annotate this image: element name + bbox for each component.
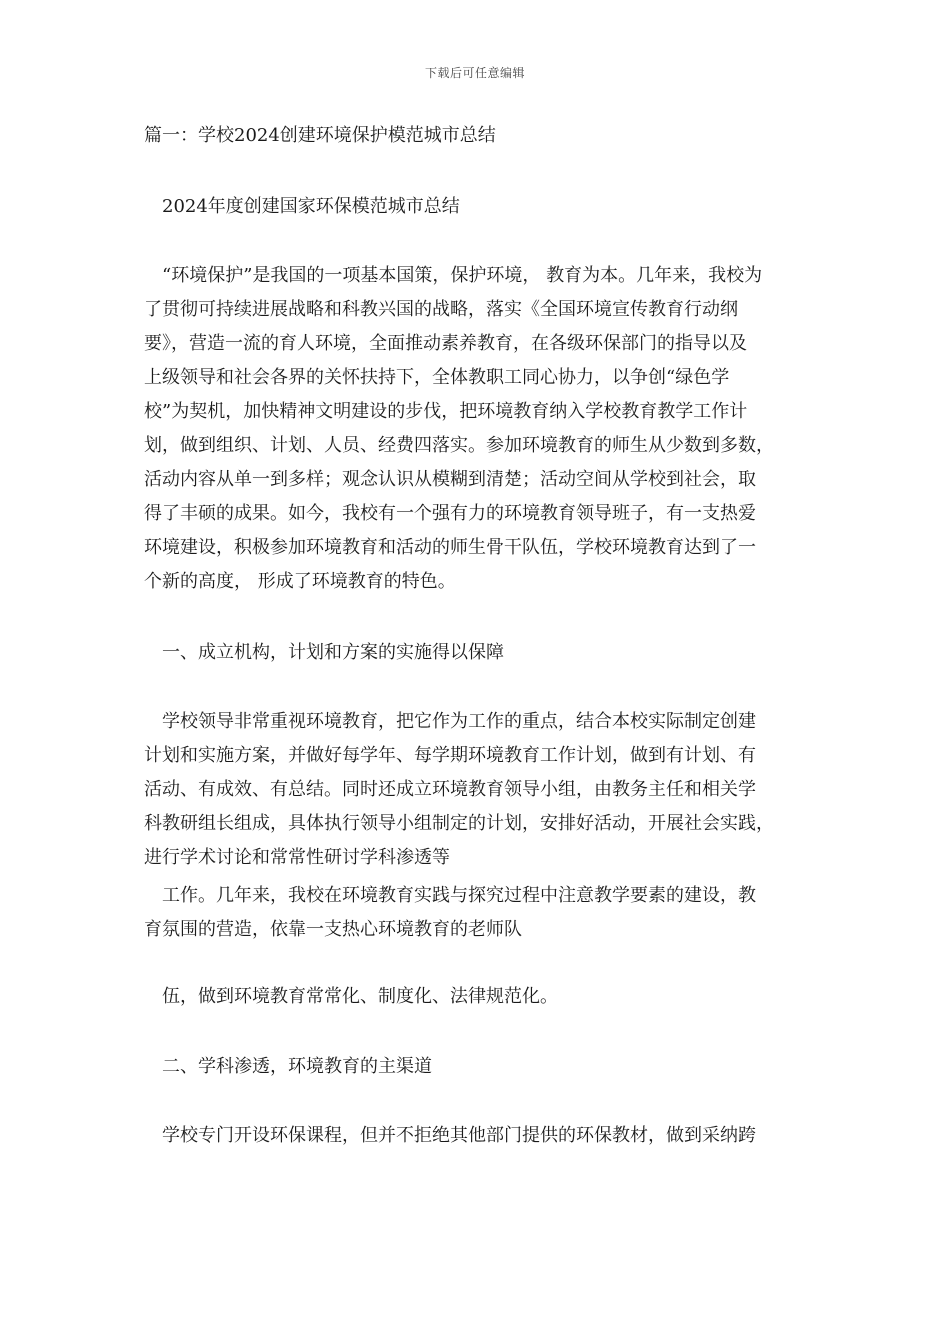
document-heading: 篇一：学校2024创建环境保护模范城市总结: [144, 125, 496, 146]
paragraph-line: 活动内容从单一到多样；观念认识从模糊到清楚；活动空间从学校到社会，取: [144, 469, 756, 490]
paragraph-line: 得了丰硕的成果。如今，我校有一个强有力的环境教育领导班子，有一支热爱: [144, 503, 756, 524]
paragraph-line: 学校专门开设环保课程，但并不拒绝其他部门提供的环保教材，做到采纳跨: [162, 1125, 756, 1146]
paragraph-line: 上级领导和社会各界的关怀扶持下，全体教职工同心协力，以争创“绿色学: [144, 367, 730, 388]
paragraph-line: 划，做到组织、计划、人员、经费四落实。参加环境教育的师生从少数到多数，: [144, 435, 774, 456]
paragraph-line: 了贯彻可持续进展战略和科教兴国的战略，落实《全国环境宣传教育行动纲: [144, 299, 738, 320]
page-header-note: 下载后可任意编辑: [424, 66, 525, 80]
paragraph-line: 科教研组长组成，具体执行领导小组制定的计划，安排好活动，开展社会实践，: [144, 813, 774, 834]
paragraph-line: 工作。几年来，我校在环境教育实践与探究过程中注意教学要素的建设，教: [162, 885, 756, 906]
section-title-1: 一、成立机构，计划和方案的实施得以保障: [162, 642, 504, 663]
paragraph-line: 活动、有成效、有总结。同时还成立环境教育领导小组，由教务主任和相关学: [144, 779, 756, 800]
paragraph-line: 学校领导非常重视环境教育，把它作为工作的重点，结合本校实际制定创建: [162, 711, 756, 732]
paragraph-line: 进行学术讨论和常常性研讨学科渗透等: [144, 847, 450, 868]
paragraph-line: 伍，做到环境教育常常化、制度化、法律规范化。: [162, 986, 558, 1007]
paragraph-line: 育氛围的营造，依靠一支热心环境教育的老师队: [144, 919, 522, 940]
paragraph-line: 环境建设，积极参加环境教育和活动的师生骨干队伍，学校环境教育达到了一: [144, 537, 756, 558]
paragraph-line: 个新的高度， 形成了环境教育的特色。: [144, 571, 456, 592]
paragraph-line: “环境保护”是我国的一项基本国策，保护环境， 教育为本。几年来，我校为: [162, 265, 763, 286]
paragraph-line: 校”为契机，加快精神文明建设的步伐，把环境教育纳入学校教育教学工作计: [144, 401, 748, 422]
paragraph-line: 计划和实施方案，并做好每学年、每学期环境教育工作计划，做到有计划、有: [144, 745, 756, 766]
paragraph-line: 要》，营造一流的育人环境，全面推动素养教育，在各级环保部门的指导以及: [144, 333, 747, 354]
document-subheading: 2024年度创建国家环保模范城市总结: [162, 196, 460, 217]
section-title-2: 二、学科渗透，环境教育的主渠道: [162, 1056, 432, 1077]
